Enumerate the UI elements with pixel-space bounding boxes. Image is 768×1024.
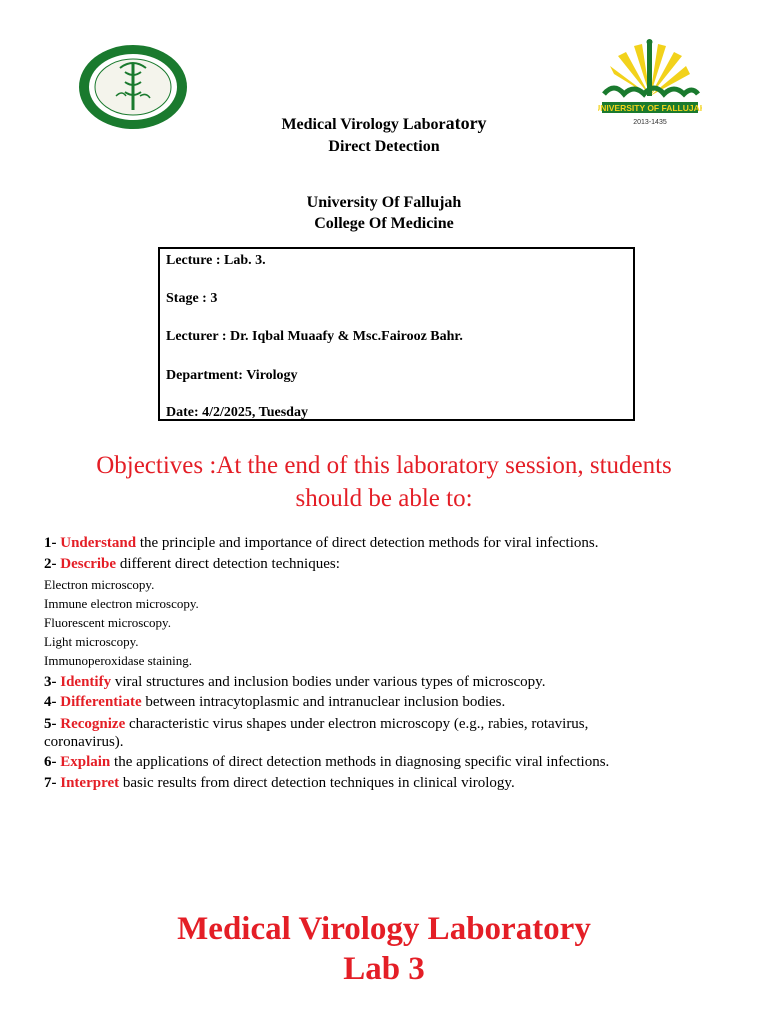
document-title: Medical Virology Laboratory (281, 113, 487, 133)
lecture-info-box (158, 247, 635, 421)
university-name: University Of Fallujah (306, 194, 462, 211)
footer-title: Medical Virology Laboratory Lab 3 (177, 911, 591, 987)
lecture-line: Lecture : Lab. 3. (166, 253, 266, 268)
objective-item: 6- Explain the applications of direct detection methods in diagnosing specific viral infections. (44, 754, 610, 770)
svg-text:2013-1435: 2013-1435 (633, 119, 667, 126)
technique-item: Immune electron microscopy. (44, 596, 199, 611)
objective-item: 3- Identify viral structures and inclusion bodies under various types of microscopy. (44, 674, 546, 690)
objective-item: 4- Differentiate between intracytoplasmic and intranuclear inclusion bodies. (44, 694, 506, 710)
objective-item: 5- Recognize characteristic virus shapes under electron microscopy (e.g., rabies, rotavirus, (44, 716, 589, 732)
technique-item: Fluorescent microscopy. (44, 615, 171, 630)
objective-item: 2- Describe different direct detection techniques: (44, 556, 340, 572)
technique-item: Light microscopy. (44, 634, 139, 649)
technique-item: Electron microscopy. (44, 577, 155, 592)
objectives-heading: Objectives :At the end of this laboratory session, students should be able to: (96, 452, 672, 512)
department-line: Department: Virology (166, 368, 298, 383)
college-name: College Of Medicine (314, 215, 454, 232)
document-subtitle: Direct Detection (328, 138, 440, 155)
objective-item-continuation: coronavirus). (44, 734, 124, 750)
date-line: Date: 4/2/2025, Tuesday (166, 405, 308, 420)
technique-item: Immunoperoxidase staining. (44, 653, 193, 668)
objective-item: 7- Interpret basic results from direct detection techniques in clinical virology. (44, 775, 515, 791)
lecturer-line: Lecturer : Dr. Iqbal Muaafy & Msc.Fairooz Bahr. (166, 329, 463, 344)
svg-text:UNIVERSITY OF FALLUJAH: UNIVERSITY OF FALLUJAH (598, 103, 702, 113)
objective-item: 1- Understand the principle and importance of direct detection methods for viral infections. (44, 535, 599, 551)
stage-line: Stage : 3 (166, 291, 218, 306)
objectives-list (44, 535, 744, 805)
